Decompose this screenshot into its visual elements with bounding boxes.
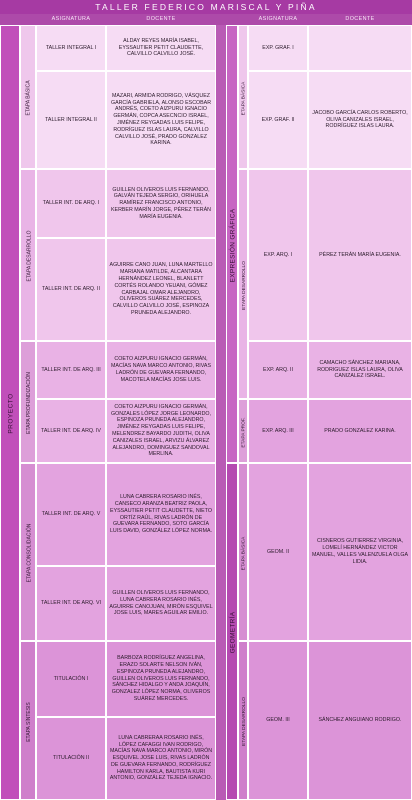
stage-basica-label: ETAPA BÁSICA	[26, 80, 33, 116]
row-docente	[106, 341, 216, 399]
asignatura-text: TALLER INT. DE ARQ. III	[41, 366, 101, 373]
docente-text: PRADO GONZALEZ KARINA.	[324, 427, 396, 434]
asignatura-text: TITULACIÓN II	[53, 755, 89, 762]
asignatura-text: TALLER INT. DE ARQ. VI	[41, 600, 101, 607]
docente-text: MAZARI, ARMIDA RODRIGO, VÁSQUEZ GARCÍA GABRIELA, ALONSO ESCOBAR ANDRÉS, COETO AIZPURU IGNACIO GERMÁN, COPCA ASECNCIO ISRAEL, JIMÉNEZ REYGADAS LUIS FELIPE, RODRÍGUEZ ISLAS LAURA, CALVILLO CALVILLO JOSÉ, PRADO GONZALEZ KARINA.	[110, 92, 212, 147]
row-asignatura	[248, 169, 308, 341]
asignatura-text: EXP. ARQ. I	[263, 251, 293, 258]
stage-consolidacion	[20, 463, 36, 641]
asignatura-text: GEOM. II	[266, 548, 290, 555]
stage-geo-basica	[238, 463, 248, 641]
area-geometria	[226, 463, 238, 800]
stage-exp-prof	[238, 399, 248, 463]
stage-geo-desarrollo	[238, 641, 248, 800]
row-asignatura	[36, 641, 106, 717]
row-docente	[106, 399, 216, 463]
row-docente	[106, 463, 216, 566]
row-asignatura	[36, 399, 106, 463]
row-asignatura	[36, 566, 106, 641]
docente-text: CISNEROS GUTIERREZ VIRGINIA, LOMELÍ HERNÁNDEZ VICTOR MANUEL, VALLES VALENZUELA OLGA LIDIA.	[311, 538, 409, 565]
asignatura-text: EXP. ARQ. II	[263, 366, 293, 373]
header-docente-right: DOCENTE	[345, 16, 375, 22]
row-docente	[308, 341, 412, 399]
row-asignatura	[248, 463, 308, 641]
row-docente	[106, 566, 216, 641]
row-asignatura	[36, 341, 106, 399]
row-docente	[308, 169, 412, 341]
area-expresion-grafica	[226, 25, 238, 463]
row-asignatura	[36, 717, 106, 800]
stage-geo-basica-label: ETAPA BÁSICA	[241, 536, 247, 570]
row-asignatura	[248, 25, 308, 71]
asignatura-text: TALLER INT. DE ARQ. I	[42, 200, 100, 207]
header-asignatura-right: ASIGNATURA	[258, 16, 298, 22]
row-docente	[106, 71, 216, 169]
row-asignatura	[248, 399, 308, 463]
column-headers	[0, 14, 412, 25]
docente-text: CAMACHO SÁNCHEZ MARIANA, RODRIGUEZ ISLAS LAURA, OLIVA CANIZALEZ ISRAEL.	[317, 359, 403, 380]
row-asignatura	[36, 463, 106, 566]
docente-text: PÉREZ TERÁN MARÍA EUGENIA.	[319, 251, 401, 258]
stage-exp-desarrollo	[238, 169, 248, 399]
asignatura-text: GEOM. III	[266, 717, 290, 724]
row-docente	[106, 641, 216, 717]
row-docente	[106, 238, 216, 341]
docente-text: GUILLEN OLIVEROS LUIS FERNANDO, GALVÁN TEJEDA SERGIO, ORIHUELA RAMÍREZ FRANCISCO ANTONIO, KERBER MARÍN JORGE, PÉREZ TERÁN MARÍA EUGENIA.	[111, 186, 211, 220]
row-asignatura	[36, 238, 106, 341]
docente-text: GUILLEN OLIVEROS LUIS FERNANDO, LUNA CABRERA ROSARIO INÉS, AGUIRRE CANOJUAN, MIRÓN ESQUIVEL JOSE LUIS, MARES AGUILAR EMILIO.	[109, 589, 213, 617]
stage-geo-desarrollo-label: ETAPA DESARROLLO	[241, 697, 247, 746]
asignatura-text: EXP. GRAF. I	[262, 44, 294, 51]
asignatura-text: EXP. ARQ. III	[262, 427, 294, 434]
docente-text: SÁNCHEZ ANGUIANO RODRIGO.	[318, 717, 402, 724]
asignatura-text: TALLER INTEGRAL II	[45, 116, 97, 123]
area-expresion-label: EXPRESIÓN GRÁFICA	[229, 208, 237, 282]
docente-text: LUNA CABRERAA ROSARIO INÉS, LÓPEZ CAFAGGI IVAN RODRIGO, MACÍAS NAVA MARCO ANTONIO, MIRÓN ESQUIVEL JOSE LUIS, RIVAS LADRÓN DE GUEVARA FERNANDO, RODRÍGUEZ HAMILTON KARLA, BAUTISTA KURI ANTONIO, GONZÁLEZ TEJEDA IGNACIO.	[109, 734, 213, 782]
header-asignatura-left: ASIGNATURA	[51, 16, 91, 22]
page-title: TALLER FEDERICO MARISCAL Y PIÑA	[0, 0, 412, 14]
row-asignatura	[36, 169, 106, 238]
stage-profundizacion	[20, 341, 36, 463]
stage-exp-prof-label: ETAPA PROF.	[241, 416, 247, 448]
docente-text: ALDAY REYES MARÍA ISABEL, EYSSAUTIER PETIT CLAUDETTE, CALVILLO CALVILLO JOSÉ.	[118, 37, 204, 58]
row-asignatura	[248, 641, 308, 800]
row-docente	[106, 169, 216, 238]
docente-text: LUNA CABRERA ROSARIO INÉS, CANSECO ARANZA BEATRIZ PAOLA, EYSSAUTIER PETIT CLAUDETTE, NIETO ORTÍZ RAÚL, RIVAS LADRÓN DE GUEVARA FERNANDO, SOTO GARCÍA LUIS DAVID, GONZÁLEZ LÓPEZ NORMA.	[109, 494, 213, 535]
stage-desarrollo	[20, 169, 36, 341]
stage-basica	[20, 25, 36, 169]
asignatura-text: TALLER INT. DE ARQ. II	[42, 286, 100, 293]
stage-exp-desarrollo-label: ETAPA DESARROLLO	[241, 260, 247, 310]
row-asignatura	[248, 71, 308, 169]
docente-text: COETO AIZPURU IGNACIO GERMÁN, MACÍAS NAVA MARCO ANTONIO, RIVAS LADRÓN DE GUEVARA FERNANDO, MACOTELA MACÍAS JOSE LUIS.	[111, 356, 211, 383]
area-geometria-label: GEOMETRÍA	[229, 611, 237, 654]
row-asignatura	[248, 341, 308, 399]
row-asignatura	[36, 25, 106, 71]
docente-text: BARBOZA RODRÍGUEZ ANGELINA, ERAZO SOLARTE NELSON IVÁN, ESPINOZA PRUNEDA ALEJANDRO, GUILLEN OLIVEROS LUIS FERNANDO, SÁNCHEZ HIDALGO Y ANDA JOAQUÍN, GONZALEZ LÓPEZ NORMA, OLIVEROS SUÁREZ MERCEDES.	[111, 655, 211, 702]
row-docente	[308, 399, 412, 463]
stage-exp-basica	[238, 25, 248, 169]
asignatura-text: TITULACIÓN I	[53, 675, 89, 682]
stage-desarrollo-label: ETAPA DESARROLLO	[26, 230, 33, 282]
row-docente	[308, 71, 412, 169]
row-docente	[106, 717, 216, 800]
asignatura-text: TALLER INT. DE ARQ. V	[41, 511, 101, 518]
docente-text	[309, 26, 411, 70]
asignatura-text: TALLER INTEGRAL I	[45, 44, 97, 51]
asignatura-text: TALLER INT. DE ARQ. IV	[41, 427, 101, 434]
area-proyecto-label: PROYECTO	[7, 393, 15, 434]
row-asignatura	[36, 71, 106, 169]
row-docente	[106, 25, 216, 71]
docente-text: COETO AIZPURU IGNACIO GERMÁN, GONZALES LÓPEZ JORGE LEONARDO, ESPINOZA PRUNEDA ALEJANDRO, JIMÉNEZ REYGADAS LUIS FELIPE, MELENDREZ BAYARDO JUDITH, OLIVA CANIZALES ISRAEL, ARVIZU ÁLVAREZ ALEJANDRO, DOMINGUEZ SANDOVAL MERLINA.	[110, 403, 212, 458]
header-docente-left: DOCENTE	[146, 16, 176, 22]
docente-text: JACOBO GARCÍA CARLOS ROBERTO, OLIVA CANIZALES ISRAEL, RODRÍGUEZ ISLAS LAURA.	[312, 109, 408, 130]
row-docente	[308, 463, 412, 641]
stage-exp-basica-label: ETAPA BÁSICA	[241, 81, 247, 115]
stage-sintesis	[20, 641, 36, 800]
area-proyecto	[0, 25, 20, 800]
docente-text: AGUIRRE CANO JUAN, LUNA MARTELLO MARIANA MATILDE, ALCANTARA HERNÁNDEZ LEONEL, BLANLETT CORTÉS ROLANDO YEUANI, GÓMEZ CARBAJAL OMAR ALEJANDRO, OLIVEROS SUÁREZ MERCEDES, CALVILLO CALVILLO JOSÉ, ESPINOZA PRUNEDA ALEJANDRO.	[109, 262, 213, 316]
row-docente	[308, 25, 412, 71]
row-docente	[308, 641, 412, 800]
column-separator	[216, 25, 226, 800]
stage-consolidacion-label: ETAPA CONSOLIDACIÓN	[26, 523, 32, 583]
asignatura-text: EXP. GRAF. II	[261, 116, 295, 123]
stage-sintesis-label: ETAPA SÍNTESIS	[26, 701, 32, 742]
stage-profundizacion-label: ETAPA PROFUNDIZACIÓN	[26, 372, 33, 434]
